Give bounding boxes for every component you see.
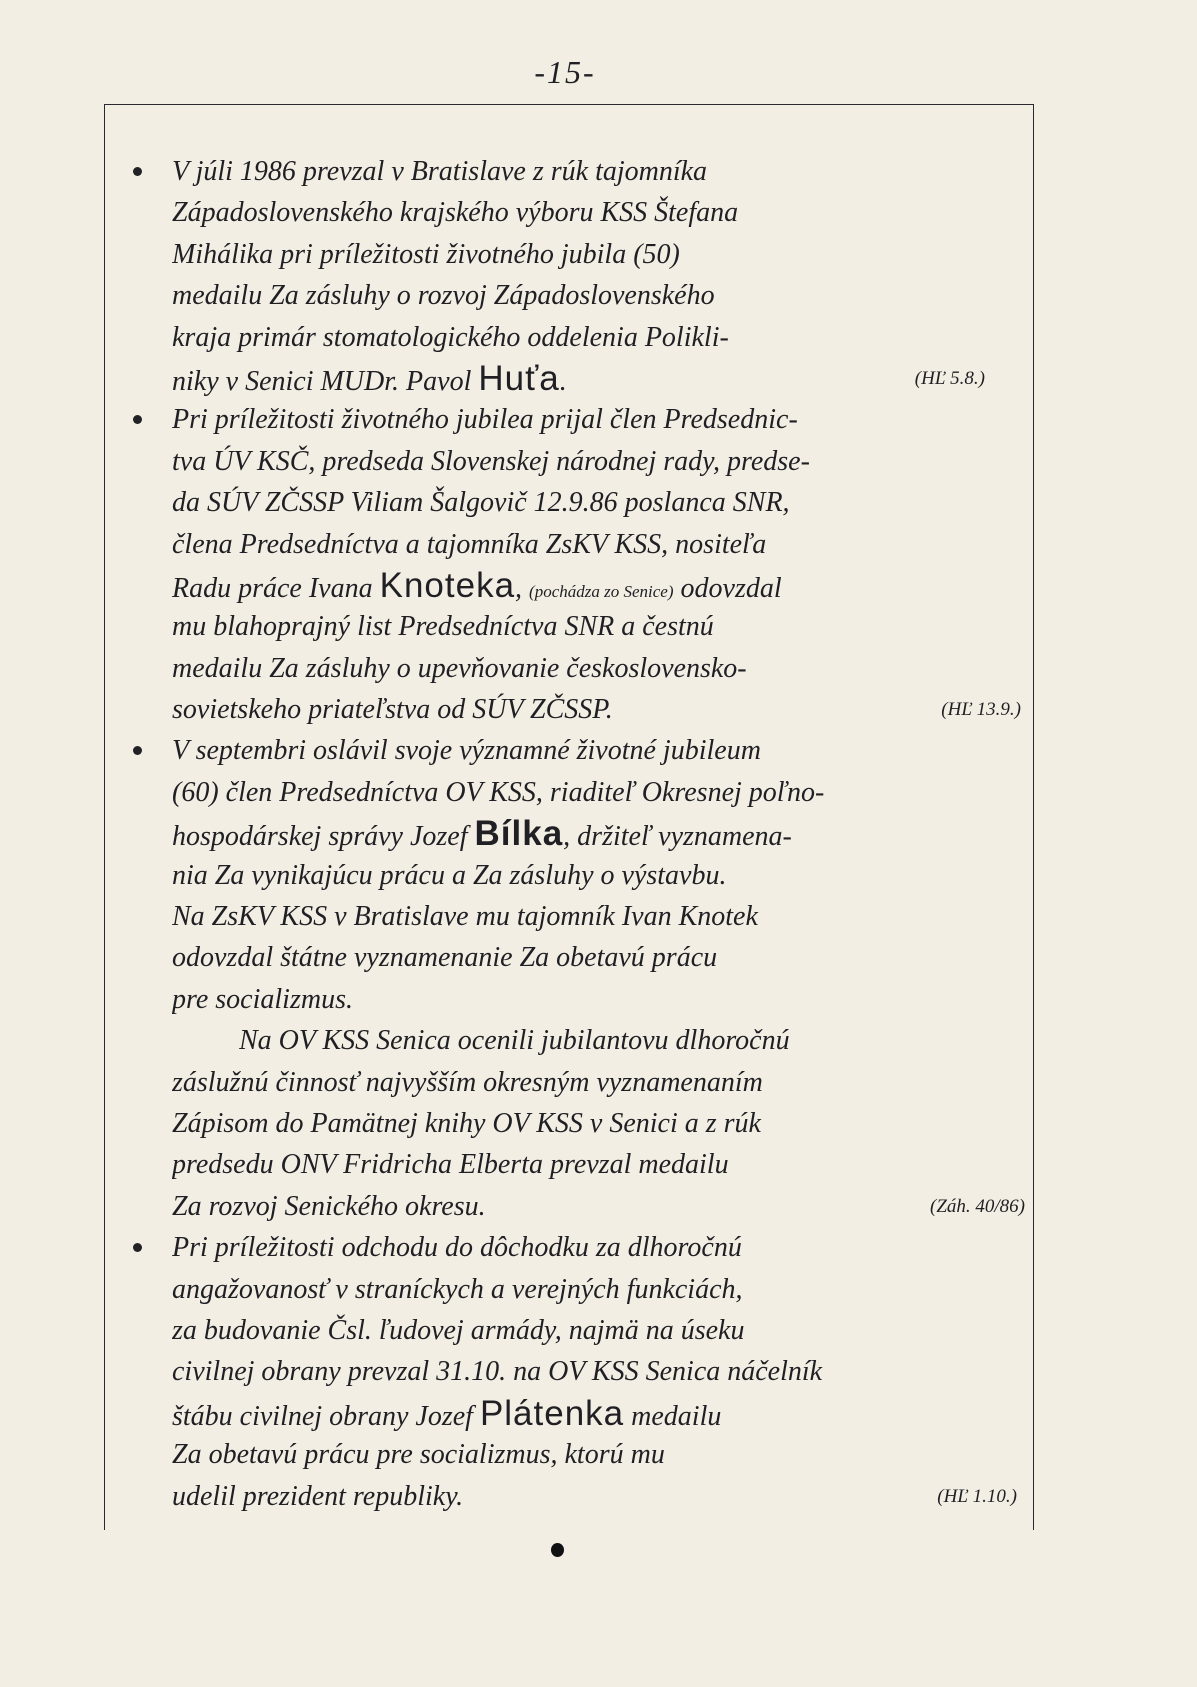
line-text: mu blahoprajný list Predsedníctva SNR a čestnú xyxy=(172,611,714,643)
line-text: člena Predsedníctva a tajomníka ZsKV KSS, nositeľa xyxy=(172,528,767,560)
line-text: medailu xyxy=(631,1400,722,1432)
line-text: . xyxy=(559,365,567,397)
line-text: pre socializmus. xyxy=(172,983,353,1015)
line-text: angažovanosť v straníckych a verejných funkciách, xyxy=(172,1273,743,1305)
text-line xyxy=(172,317,1027,358)
person-name: Plátenka xyxy=(479,1393,625,1433)
text-line xyxy=(172,772,1027,813)
line-text: V júli 1986 prevzal v Bratislave z rúk tajomníka xyxy=(172,156,708,187)
text-line xyxy=(172,1020,1027,1061)
line-text: udelil prezident republiky. xyxy=(172,1480,464,1512)
text-line xyxy=(172,730,1027,771)
person-name: Huťa xyxy=(478,358,560,398)
text-line xyxy=(172,192,1027,233)
line-text: medailu Za zásluhy o upevňovanie československo- xyxy=(172,652,747,684)
line-text: Na ZsKV KSS v Bratislave mu tajomník Ivan Knotek xyxy=(172,901,758,933)
line-text: medailu Za zásluhy o rozvoj Západoslovenského xyxy=(172,280,715,312)
bullet-icon xyxy=(133,167,142,176)
text-line xyxy=(172,1186,1027,1227)
line-text: da SÚV ZČSSP Viliam Šalgovič 12.9.86 poslanca SNR, xyxy=(172,487,790,519)
source-reference: (Záh. 40/86) xyxy=(930,1195,1025,1217)
entry-1 xyxy=(172,151,1027,399)
entry-4 xyxy=(172,1227,1027,1517)
text-line xyxy=(172,1144,1027,1185)
line-text: , xyxy=(515,572,523,604)
line-text: civilnej obrany prevzal 31.10. na OV KSS Senica náčelník xyxy=(172,1356,823,1388)
margin-note: (pochádza zo Senice) xyxy=(529,581,674,601)
text-line xyxy=(172,399,1027,440)
text-line xyxy=(172,1062,1027,1103)
text-line xyxy=(172,937,1027,978)
line-text: predsedu ONV Fridricha Elberta prevzal medailu xyxy=(172,1149,729,1181)
text-line xyxy=(172,1269,1027,1310)
page-number: -15- xyxy=(534,54,596,90)
line-text: nia Za vynikajúcu prácu a Za zásluhy o výstavbu. xyxy=(172,859,727,891)
text-line xyxy=(172,1227,1027,1268)
text-line xyxy=(172,813,1027,854)
ink-dot xyxy=(551,1543,564,1557)
line-text: Na OV KSS Senica ocenili jubilantovu dlhoročnú xyxy=(239,1025,790,1057)
text-line xyxy=(172,1393,1027,1434)
line-text: tva ÚV KSČ, predseda Slovenskej národnej rady, predse- xyxy=(172,445,810,477)
line-text: štábu civilnej obrany Jozef xyxy=(172,1400,473,1432)
text-line xyxy=(172,606,1027,647)
line-text: Pri príležitosti životného jubilea prijal člen Predsednic- xyxy=(172,404,798,436)
text-line xyxy=(172,1476,1027,1517)
text-line xyxy=(172,482,1027,523)
line-text: hospodárskej správy Jozef xyxy=(172,821,468,853)
line-text: niky v Senici MUDr. Pavol xyxy=(172,365,472,397)
line-text: kraja primár stomatologického oddelenia Polikli- xyxy=(172,321,729,353)
text-line xyxy=(172,358,1027,399)
line-text: odovzdal štátne vyznamenanie Za obetavú prácu xyxy=(172,942,718,974)
text-line xyxy=(172,979,1027,1020)
text-line xyxy=(172,151,1027,192)
source-reference: (HĽ 1.10.) xyxy=(937,1485,1017,1507)
line-text: sovietskeho priateľstva od SÚV ZČSSP. xyxy=(172,694,613,726)
line-text: , držiteľ vyznamena- xyxy=(563,821,792,853)
text-line xyxy=(172,275,1027,316)
text-line xyxy=(172,1310,1027,1351)
line-text: Západoslovenského krajského výboru KSS Štefana xyxy=(172,197,739,229)
text-line xyxy=(172,648,1027,689)
text-line xyxy=(172,234,1027,275)
person-name: Knoteka xyxy=(379,565,516,605)
line-text: Pri príležitosti odchodu do dôchodku za dlhoročnú xyxy=(172,1232,742,1264)
line-text: Zápisom do Pamätnej knihy OV KSS v Senici a z rúk xyxy=(172,1107,761,1139)
text-line xyxy=(172,896,1027,937)
line-text: V septembri oslávil svoje významné životné jubileum xyxy=(172,735,761,767)
text-line xyxy=(172,524,1027,565)
entry-2 xyxy=(172,399,1027,730)
source-reference: (HĽ 5.8.) xyxy=(914,367,985,389)
line-text: záslužnú činnosť najvyšším okresným vyznamenaním xyxy=(172,1066,763,1098)
person-name: Bílka xyxy=(474,814,564,854)
line-text: odovzdal xyxy=(680,572,782,604)
text-line xyxy=(172,855,1027,896)
source-reference: (HĽ 13.9.) xyxy=(941,699,1021,721)
chronicle-text xyxy=(172,151,1027,1517)
text-line xyxy=(172,1351,1027,1392)
line-text: Mihálika pri príležitosti životného jubila (50) xyxy=(172,238,680,270)
text-line xyxy=(172,1103,1027,1144)
text-line xyxy=(172,441,1027,482)
text-line xyxy=(172,565,1027,606)
text-line xyxy=(172,1434,1027,1475)
line-text: Za obetavú prácu pre socializmus, ktorú mu xyxy=(172,1439,665,1471)
line-text: (60) člen Predsedníctva OV KSS, riaditeľ Okresnej poľno- xyxy=(172,776,825,808)
line-text: Za rozvoj Senického okresu. xyxy=(172,1190,486,1222)
line-text: Radu práce Ivana xyxy=(172,572,373,604)
line-text: za budovanie Čsl. ľudovej armády, najmä na úseku xyxy=(172,1314,745,1346)
entry-3 xyxy=(172,730,1027,1227)
text-line xyxy=(172,689,1027,730)
